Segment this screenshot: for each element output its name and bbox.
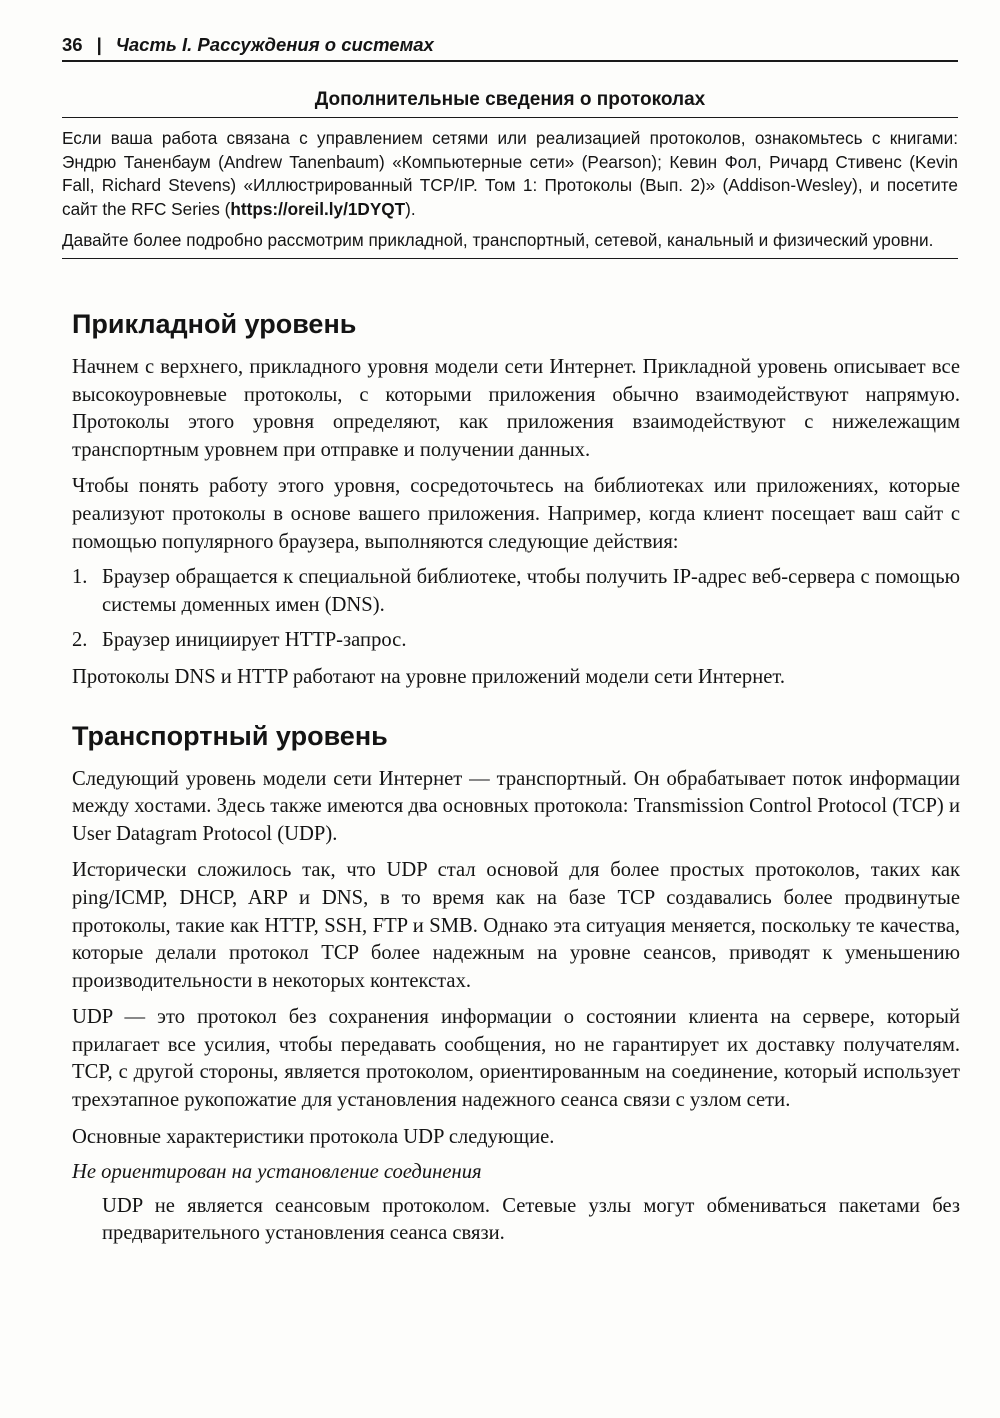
page-number: 36: [62, 34, 83, 55]
paragraph: Протоколы DNS и HTTP работают на уровне приложений модели сети Интернет.: [72, 665, 785, 688]
sidebar-box: [62, 88, 958, 259]
part-title: Часть I. Рассуждения о системах: [115, 34, 434, 55]
paragraph: UDP — это протокол без сохранения информации о состоянии клиента на сервере, который прилагает все усилия, чтобы передавать сообщения, но не гарантирует их доставку получателям. TCP, с другой стороны, является протоколом, ориентированным на соединение, который использует трехэтапное рукопожатие для установления надежного сеанса связи с узлом сети.: [72, 1006, 960, 1112]
sidebar-paragraph-2: Давайте более подробно рассмотрим прикладной, транспортный, сетевой, канальный и физический уровни.: [62, 230, 934, 251]
rfc-series-link[interactable]: https://oreil.ly/1DYQT: [230, 198, 406, 219]
list-item: [72, 564, 960, 619]
sidebar-paragraph-1: [62, 127, 958, 221]
header-separator: |: [96, 34, 102, 55]
paragraph: Основные характеристики протокола UDP следующие.: [72, 1125, 555, 1148]
paragraph: Следующий уровень модели сети Интернет — транспортный. Он обрабатывает поток информации между хостами. Здесь также имеются два основных протокола: Transmission Control Protocol (TCP) и User Datagram Protocol (UDP).: [72, 767, 960, 845]
section-heading-transport: Транспортный уровень: [72, 720, 388, 751]
list-item-number: 1.: [72, 566, 88, 589]
list-item: [72, 627, 960, 655]
section-heading-application: Прикладной уровень: [72, 309, 357, 339]
sidebar-paragraph-1-text: Если ваша работа связана с управлением сетями или реализацией протоколов, ознакомьтесь с книгами: Эндрю Таненбаум (Andrew Tanenbaum) «Компьютерные сети» (Pearson); Кевин Фол, Ричард Стивенс (Kevin Fall, Richard Stevens) «Иллюстрированный TCP/IP. Том 1: Протоколы (Вып. 2)» (Addison-Wesley), и посетите сайт the RFC Series (: [62, 128, 958, 219]
running-head: [62, 34, 958, 62]
sidebar-title: Дополнительные сведения о протоколах: [62, 88, 958, 118]
sidebar-bottom-rule: [62, 258, 958, 259]
sidebar-paragraph-1-end: ).: [405, 198, 416, 219]
list-item-number: 2.: [72, 629, 88, 652]
list-item-text: Браузер обращается к специальной библиотеке, чтобы получить IP-адрес веб-сервера с помощью системы доменных имен (DNS).: [102, 566, 960, 616]
main-content: [72, 306, 960, 1248]
list-item-text: Браузер инициирует HTTP-запрос.: [102, 629, 407, 652]
paragraph: Исторически сложилось так, что UDP стал основой для более простых протоколов, таких как ping/ICMP, DHCP, ARP и DNS, в то время как на базе TCP создавались более продвинутые протоколы, такие как HTTP, SSH, FTP и SMB. Однако эта ситуация меняется, поскольку те качества, которые делали протокол TCP более надежным на уровне сеансов, приводят к уменьшению производительности в некоторых контекстах.: [72, 859, 960, 992]
definition-term: Не ориентирован на установление соединения: [72, 1161, 482, 1184]
paragraph: Начнем с верхнего, прикладного уровня модели сети Интернет. Прикладной уровень описывает все высокоуровневые протоколы, с которыми приложения обычно взаимодействуют напрямую. Протоколы этого уровня определяют, как приложения взаимодействуют с нижележащим транспортным уровнем при отправке и получении данных.: [72, 356, 960, 461]
paragraph: Чтобы понять работу этого уровня, сосредоточьтесь на библиотеках или приложениях, которые реализуют протоколы в основе вашего приложения. Например, когда клиент посещает ваш сайт с помощью популярного браузера, выполняются следующие действия:: [72, 475, 960, 553]
numbered-list: [72, 564, 960, 655]
definition-body: UDP не является сеансовым протоколом. Сетевые узлы могут обмениваться пакетами без предварительного установления сеанса связи.: [102, 1194, 960, 1245]
